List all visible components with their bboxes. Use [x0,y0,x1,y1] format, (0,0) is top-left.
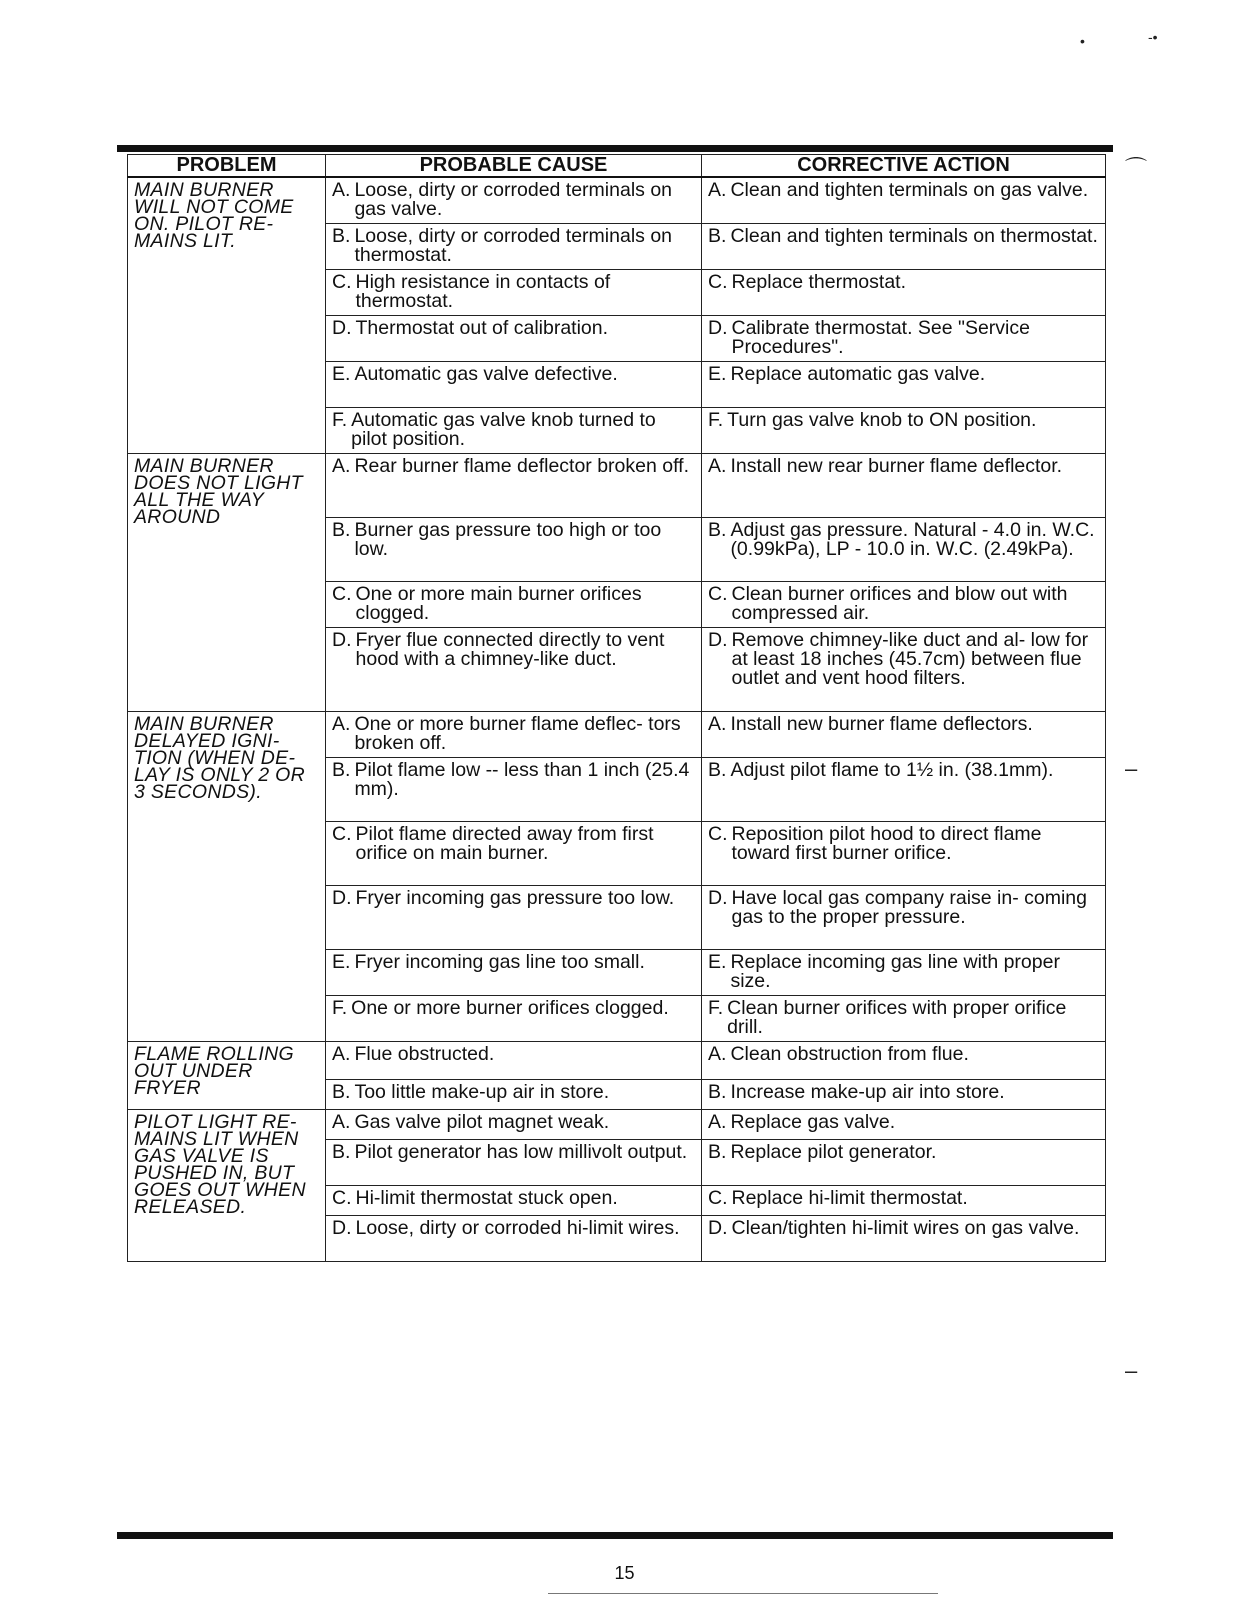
probable-cause-cell [326,1186,702,1216]
scan-mark-binding: ‒ [1125,1358,1138,1383]
cause-text: Gas valve pilot magnet weak. [354,1111,610,1133]
scan-mark-binding: ‒ [1125,756,1138,781]
cause-text: Thermostat out of calibration. [355,317,609,339]
action-letter: D. [708,887,728,909]
probable-cause-cell [326,316,702,362]
action-text: Have local gas company raise in- coming gas to the proper pressure. [731,887,1087,928]
action-letter: E. [708,951,727,973]
action-text: Replace incoming gas line with proper size. [730,951,1060,992]
action-text: Remove chimney-like duct and al- low for at least 18 inches (45.7cm) between flue outlet and vent hood filters. [731,629,1089,689]
corrective-action-cell [702,628,1106,712]
action-letter: D. [708,317,728,339]
probable-cause-cell [326,996,702,1042]
cause-letter: B. [332,1141,351,1163]
action-letter: D. [708,1217,728,1239]
cause-letter: D. [332,1217,352,1239]
cause-letter: C. [332,583,352,605]
table-body [128,177,1106,1262]
corrective-action-cell [702,316,1106,362]
action-text: Turn gas valve knob to ON position. [727,409,1037,431]
action-letter: C. [708,1187,728,1209]
cause-text: Pilot flame directed away from first orifice on main burner. [355,823,654,864]
action-letter: D. [708,629,728,651]
scan-mark-dot: -• [1148,29,1158,45]
cause-text: Hi-limit thermostat stuck open. [355,1187,618,1209]
cause-letter: E. [332,363,351,385]
action-letter: A. [708,1043,727,1065]
action-letter: C. [708,823,728,845]
corrective-action-cell [702,1186,1106,1216]
action-letter: E. [708,363,727,385]
action-text: Clean and tighten terminals on thermostat. [730,225,1098,247]
cause-text: Fryer flue connected directly to vent hood with a chimney-like duct. [355,629,665,670]
action-letter: F. [708,409,724,431]
scan-mark-dot: • [1080,33,1085,49]
cause-text: One or more burner orifices clogged. [351,997,669,1019]
action-text: Reposition pilot hood to direct flame toward first burner orifice. [731,823,1042,864]
problem-cell: MAIN BURNER DELAYED IGNI- TION (WHEN DE- LAY IS ONLY 2 OR 3 SECONDS). [128,712,326,1042]
troubleshooting-table [127,154,1106,1262]
cause-text: Automatic gas valve knob turned to pilot position. [351,409,656,450]
cause-letter: A. [332,1043,351,1065]
corrective-action-cell [702,822,1106,886]
corrective-action-cell [702,362,1106,408]
probable-cause-cell [326,224,702,270]
cause-text: Fryer incoming gas pressure too low. [355,887,675,909]
table-header-row [128,155,1106,178]
cause-text: One or more main burner orifices clogged. [355,583,642,624]
cause-text: Loose, dirty or corroded terminals on gas valve. [354,179,673,220]
action-letter: C. [708,271,728,293]
action-text: Clean burner orifices and blow out with compressed air. [731,583,1068,624]
action-text: Clean and tighten terminals on gas valve. [730,179,1089,201]
table-row [128,454,1106,518]
corrective-action-cell [702,1140,1106,1186]
table-row [128,1042,1106,1080]
probable-cause-cell [326,1216,702,1262]
probable-cause-cell [326,362,702,408]
corrective-action-cell [702,408,1106,454]
table-row [128,712,1106,758]
cause-letter: F. [332,409,348,431]
header-probable-cause: PROBABLE CAUSE [326,155,702,178]
top-rule [117,145,1113,152]
corrective-action-cell [702,1080,1106,1110]
action-letter: F. [708,997,724,1019]
probable-cause-cell [326,758,702,822]
action-letter: B. [708,759,727,781]
corrective-action-cell [702,1216,1106,1262]
cause-letter: A. [332,455,351,477]
cause-letter: A. [332,179,351,201]
probable-cause-cell [326,1110,702,1140]
action-text: Replace automatic gas valve. [730,363,986,385]
action-letter: B. [708,1081,727,1103]
footer-line [548,1593,938,1594]
problem-cell: FLAME ROLLING OUT UNDER FRYER [128,1042,326,1110]
probable-cause-cell [326,950,702,996]
cause-letter: A. [332,713,351,735]
action-text: Adjust pilot flame to 1½ in. (38.1mm). [730,759,1054,781]
cause-text: One or more burner flame deflec- tors broken off. [354,713,681,754]
action-text: Install new rear burner flame deflector. [730,455,1063,477]
action-letter: B. [708,1141,727,1163]
corrective-action-cell [702,177,1106,224]
cause-text: Loose, dirty or corroded hi-limit wires. [355,1217,680,1239]
bottom-rule [117,1532,1113,1539]
cause-text: Rear burner flame deflector broken off. [354,455,690,477]
problem-cell: PILOT LIGHT RE- MAINS LIT WHEN GAS VALVE IS PUSHED IN, BUT GOES OUT WHEN RELEASED. [128,1110,326,1262]
corrective-action-cell [702,1042,1106,1080]
action-text: Replace pilot generator. [730,1141,937,1163]
cause-letter: D. [332,887,352,909]
corrective-action-cell [702,758,1106,822]
cause-text: High resistance in contacts of thermostat. [355,271,611,312]
header-problem: PROBLEM [128,155,326,178]
cause-letter: C. [332,823,352,845]
cause-letter: D. [332,317,352,339]
header-corrective-action: CORRECTIVE ACTION [702,155,1106,178]
cause-text: Automatic gas valve defective. [354,363,618,385]
action-text: Install new burner flame deflectors. [730,713,1033,735]
cause-text: Flue obstructed. [354,1043,495,1065]
cause-letter: C. [332,271,352,293]
probable-cause-cell [326,1080,702,1110]
corrective-action-cell [702,224,1106,270]
cause-letter: B. [332,519,351,541]
action-letter: A. [708,455,727,477]
action-letter: A. [708,713,727,735]
probable-cause-cell [326,518,702,582]
cause-letter: D. [332,629,352,651]
probable-cause-cell [326,177,702,224]
cause-letter: B. [332,759,351,781]
probable-cause-cell [326,1042,702,1080]
table-row [128,1110,1106,1140]
corrective-action-cell [702,1110,1106,1140]
action-letter: A. [708,1111,727,1133]
cause-text: Too little make-up air in store. [354,1081,610,1103]
probable-cause-cell [326,1140,702,1186]
probable-cause-cell [326,712,702,758]
action-text: Replace hi-limit thermostat. [731,1187,968,1209]
problem-cell: MAIN BURNER DOES NOT LIGHT ALL THE WAY AROUND [128,454,326,712]
probable-cause-cell [326,886,702,950]
probable-cause-cell [326,582,702,628]
cause-letter: C. [332,1187,352,1209]
corrective-action-cell [702,518,1106,582]
action-text: Clean obstruction from flue. [730,1043,969,1065]
action-text: Increase make-up air into store. [730,1081,1005,1103]
action-text: Calibrate thermostat. See "Service Procedures". [731,317,1030,358]
cause-letter: B. [332,1081,351,1103]
corrective-action-cell [702,712,1106,758]
cause-text: Fryer incoming gas line too small. [354,951,645,973]
corrective-action-cell [702,454,1106,518]
probable-cause-cell [326,628,702,712]
action-letter: B. [708,519,727,541]
action-text: Replace gas valve. [730,1111,896,1133]
cause-text: Pilot generator has low millivolt output. [354,1141,688,1163]
corrective-action-cell [702,886,1106,950]
cause-letter: A. [332,1111,351,1133]
probable-cause-cell [326,822,702,886]
action-letter: A. [708,179,727,201]
cause-text: Loose, dirty or corroded terminals on thermostat. [354,225,673,266]
table-row [128,177,1106,224]
corrective-action-cell [702,582,1106,628]
page-number: 15 [614,1563,635,1583]
action-text: Clean burner orifices with proper orifice drill. [727,997,1067,1038]
probable-cause-cell [326,270,702,316]
corrective-action-cell [702,270,1106,316]
corrective-action-cell [702,996,1106,1042]
action-text: Adjust gas pressure. Natural - 4.0 in. W.C.(0.99kPa), LP - 10.0 in. W.C. (2.49kPa). [730,519,1095,560]
corrective-action-cell [702,950,1106,996]
probable-cause-cell [326,454,702,518]
action-text: Clean/tighten hi-limit wires on gas valve. [731,1217,1080,1239]
problem-cell: MAIN BURNER WILL NOT COME ON. PILOT RE- MAINS LIT. [128,177,326,454]
cause-letter: E. [332,951,351,973]
cause-text: Pilot flame low -- less than 1 inch (25.4 mm). [354,759,690,800]
cause-text: Burner gas pressure too high or too low. [354,519,662,560]
cause-letter: B. [332,225,351,247]
probable-cause-cell [326,408,702,454]
action-letter: C. [708,583,728,605]
action-text: Replace thermostat. [731,271,907,293]
action-letter: B. [708,225,727,247]
cause-letter: F. [332,997,348,1019]
scan-mark-binding: ⌒ [1125,156,1148,181]
